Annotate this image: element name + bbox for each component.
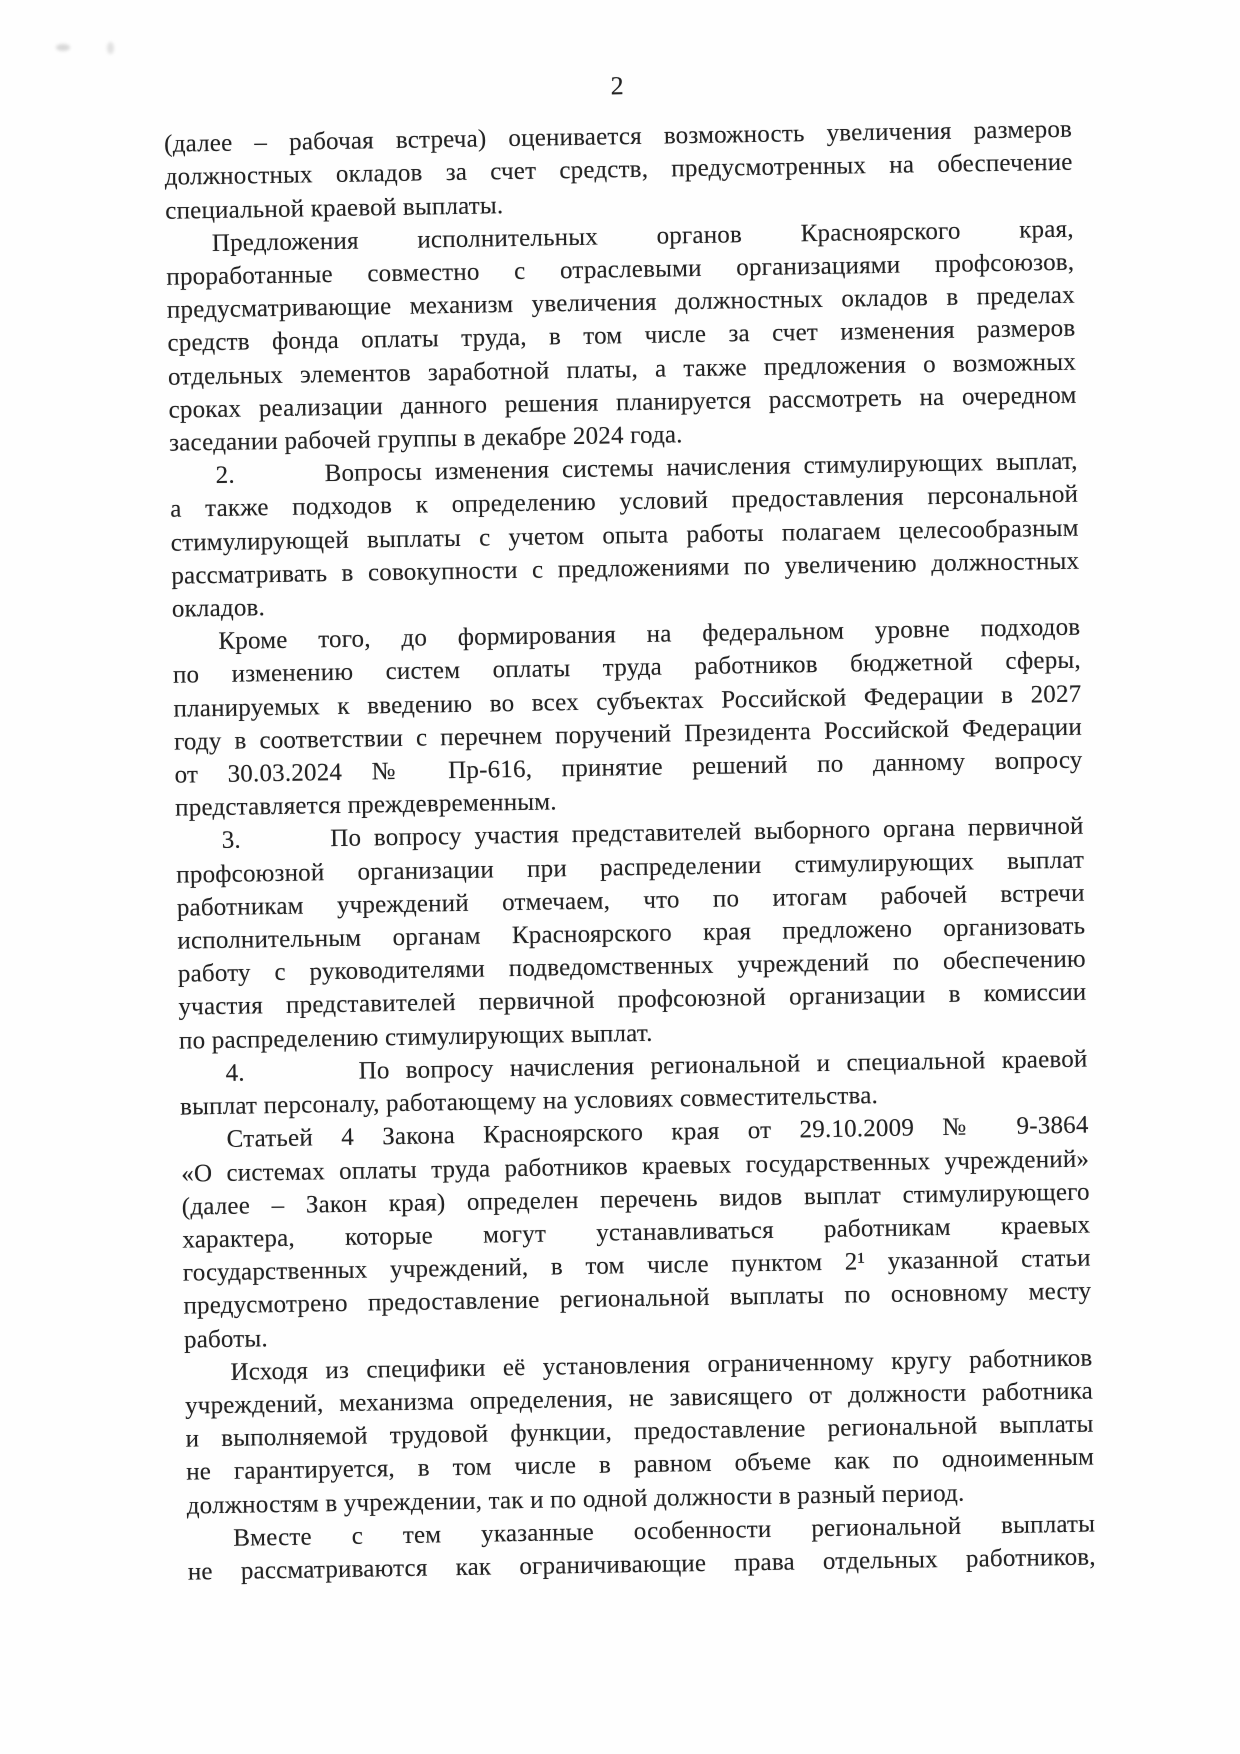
text-line: должностных окладов за счет средств, предусмотренных на обеспечение [164,149,1073,192]
text-line: не гарантируется, в том числе в равном объеме как по одноименным [185,1443,1095,1486]
text-line: Исходя из специфики её установления ограниченному кругу работников [230,1344,1093,1386]
text-line: отдельных элементов заработной платы, а также предложения о возможных [167,348,1077,391]
text-line: стимулирующей выплаты с учетом опыта работы полагаем целесообразным [170,514,1079,557]
text-line: работу с руководителями подведомственных учреждений по обеспечению [177,945,1087,988]
text-line: заседании рабочей группы в декабре 2024 года. [168,421,683,457]
text-line: от 30.03.2024 № Пр-616, принятие решений по данному вопросу [174,746,1083,789]
text-line: предусмотрено предоставление региональной выплаты по основному месту [183,1277,1092,1320]
text-line: а также подходов к определению условий предоставления персональной [170,481,1079,524]
text-line: проработанные совместно с отраслевыми организациями профсоюзов, [166,248,1075,291]
text-line: (далее – Закон края) определен перечень видов выплат стимулирующего [181,1178,1090,1221]
text-line: окладов. [171,594,266,623]
text-line: государственных учреждений, в том числе пунктом 2¹ указанной статьи [182,1244,1091,1287]
text-line: 3. По вопросу участия представителей выборного органа первичной [221,813,1084,855]
paragraph [184,1341,1095,1522]
text-line: учреждений, механизма определения, не зависящего от должности работника [184,1377,1094,1420]
text-line: и выполняемой трудовой функции, предоставление региональной выплаты [185,1410,1094,1453]
paragraph [169,445,1080,626]
text-line: по изменению систем оплаты труда работников бюджетной сферы, [172,647,1082,690]
text-line: не рассматриваются как ограничивающие права отдельных работников, [187,1543,1096,1586]
text-line: должностям в учреждении, так и по одной должности в разный период. [186,1479,965,1520]
text-line: рассматривать в совокупности с предложениями по увеличению должностных [171,547,1080,590]
paragraph [187,1507,1096,1588]
paragraph [164,113,1074,228]
text-line: Вместе с тем указанные особенности региональной выплаты [233,1510,1096,1552]
paragraph [180,1109,1092,1356]
text-line: предусматривающие механизм увеличения должностных окладов в пределах [166,281,1076,324]
page-number: 2 [610,71,625,101]
text-line: 2. Вопросы изменения системы начисления стимулирующих выплат, [215,447,1078,490]
text-line: профсоюзной организации при распределении стимулирующих выплат [176,846,1085,889]
paragraph [166,213,1078,460]
text-line: Предложения исполнительных органов Красноярского края, [211,215,1074,257]
text-line: Кроме того, до формирования на федеральном уровне подходов [218,613,1081,656]
document-body [164,113,1096,1589]
text-line: Статьей 4 Закона Красноярского края от 29.10.2009 № 9-3864 [226,1111,1089,1154]
scan-artifact [56,44,70,51]
text-line: средств фонда оплаты труда, в том числе за счет изменения размеров [167,315,1076,358]
text-line: представляется преждевременным. [174,788,557,822]
page-content [163,62,1096,1589]
text-line: планируемых к введению во всех субъектах Российской Федерации в 2027 [173,680,1082,723]
text-line: работникам учреждений отмечаем, что по итогам рабочей встречи [176,879,1085,922]
text-line: году в соответствии с перечнем поручений Президента Российской Федерации [173,713,1083,756]
text-line: «О системах оплаты труда работников краевых государственных учреждений» [181,1145,1090,1188]
text-line: работы. [183,1324,269,1354]
text-line: 4. По вопросу начисления региональной и специальной краевой [225,1045,1088,1087]
paragraph [172,611,1083,825]
text-line: специальной краевой выплаты. [165,191,504,225]
paragraph [175,810,1087,1057]
text-line: (далее – рабочая встреча) оценивается возможность увеличения размеров [163,115,1073,158]
scan-artifact [107,42,114,54]
text-line: участия представителей первичной профсоюзной организации в комиссии [178,979,1087,1022]
text-line: сроках реализации данного решения планируется рассмотреть на очередном [168,381,1077,424]
text-line: по распределению стимулирующих выплат. [178,1019,653,1055]
text-line: выплат персоналу, работающему на условиях совместительства. [179,1082,879,1121]
text-line: исполнительным органам Красноярского края предложено организовать [177,912,1086,955]
text-line: характера, которые могут устанавливаться работникам краевых [182,1211,1091,1254]
